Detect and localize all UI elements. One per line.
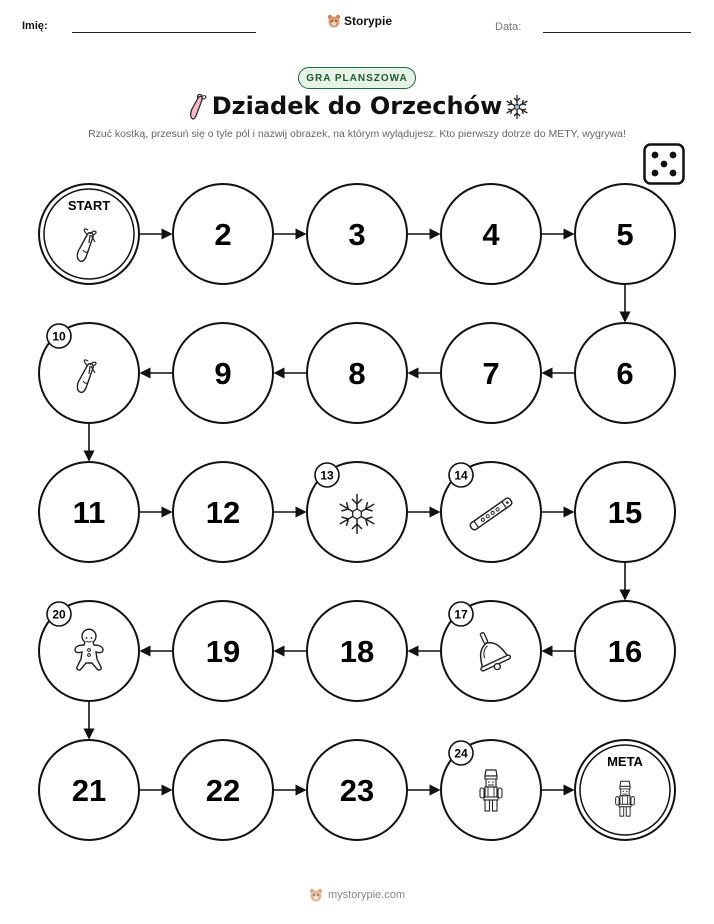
board-cell-20 [39,601,139,701]
cell-number-badge: 10 [52,329,66,344]
start-cell [39,184,139,284]
board-cell-6 [575,323,675,423]
board-cell-9 [173,323,273,423]
board-cell-16 [575,601,675,701]
cell-number: 15 [607,495,643,530]
board-cell-3 [307,184,407,284]
cell-number-badge: 20 [52,607,66,622]
footer-url: mystorypie.com [327,889,406,901]
board-cell-5 [575,184,675,284]
board-cell-24 [441,740,541,840]
cell-number: 9 [214,356,232,391]
cell-number: 7 [482,356,500,391]
cell-label: META [607,754,643,769]
board-cell-11 [39,462,139,562]
cell-number: 22 [205,773,241,808]
cell-number-badge: 17 [454,607,468,622]
cell-number: 12 [205,495,241,530]
instructions: Rzuć kostką, przesuń się o tyle pól i nazwij obrazek, na którym wylądujesz. Kto pierwszy dotrze do METY, wygrywa! [88,128,626,140]
cell-number: 16 [607,634,643,669]
game-type-badge: GRA PLANSZOWA [298,67,416,89]
board-cell-13 [307,462,407,562]
board-cell-12 [173,462,273,562]
board-cell-17 [441,601,541,701]
cell-number: 5 [616,217,634,252]
cell-number: 21 [71,773,107,808]
date-label: Data: [495,21,522,33]
board-cell-7 [441,323,541,423]
cell-number: 18 [339,634,375,669]
cell-number: 11 [72,495,106,530]
board-cell-15 [575,462,675,562]
board-cell-21 [39,740,139,840]
cell-number-badge: 13 [320,468,334,483]
name-label: Imię: [22,20,48,32]
board-cell-18 [307,601,407,701]
finish-cell [575,740,675,840]
brand-name: Storypie [344,14,393,28]
bear-mascot-footer-icon [309,888,323,902]
board-cell-8 [307,323,407,423]
cell-number: 19 [205,634,241,669]
board-cell-19 [173,601,273,701]
cell-number: 8 [348,356,366,391]
board-cell-4 [441,184,541,284]
cell-number: 3 [348,217,366,252]
cell-number: 6 [616,356,634,391]
board-cell-22 [173,740,273,840]
cell-number: 23 [339,773,375,808]
board-cell-10 [39,323,139,423]
page-title: Dziadek do Orzechów [211,92,503,120]
board-cell-2 [173,184,273,284]
cell-number: 2 [214,217,232,252]
cell-number-badge: 14 [454,468,468,483]
cell-label: START [67,198,111,213]
footer [0,888,714,902]
cell-number: 4 [482,217,500,252]
cell-number-badge: 24 [454,746,468,761]
board-cell-23 [307,740,407,840]
board-cell-14 [441,462,541,562]
